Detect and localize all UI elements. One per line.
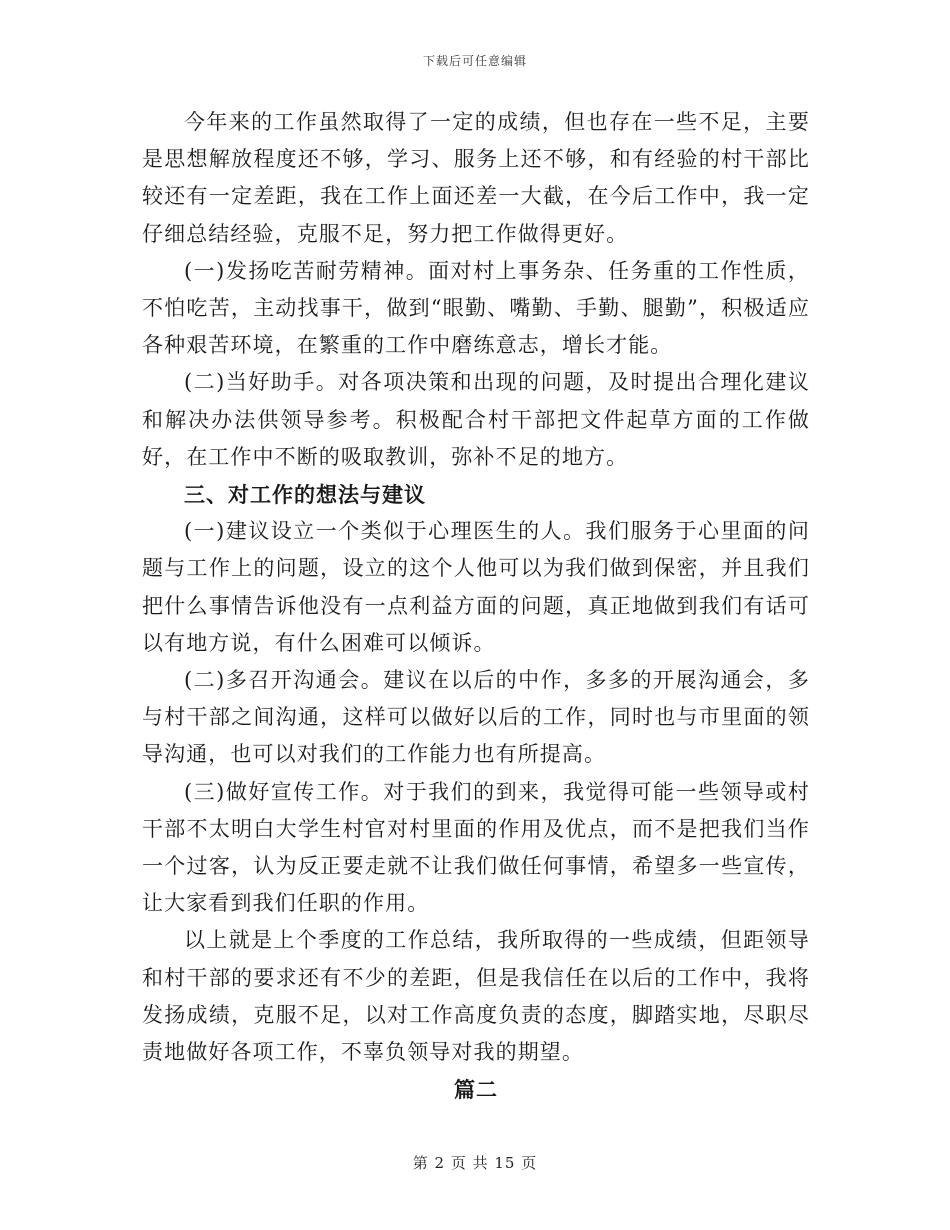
- section-heading-3: 三、对工作的想法与建议: [184, 482, 426, 508]
- paragraph-summary: 今年来的工作虽然取得了一定的成绩，但也存在一些不足，主要是思想解放程度还不够，学习、服务上还不够，和有经验的村干部比较还有一定差距，我在工作上面还差一大截，在今后工作中，我一定仔细总结经验，克服不足，努力把工作做得更好。: [142, 110, 810, 246]
- paragraph-suggestion-2: (二)多召开沟通会。建议在以后的中作，多多的开展沟通会，多与村干部之间沟通，这样可以做好以后的工作，同时也与市里面的领导沟通，也可以对我们的工作能力也有所提高。: [142, 668, 810, 767]
- paragraph-point-2: (二)当好助手。对各项决策和出现的问题，及时提出合理化建议和解决办法供领导参考。积极配合村干部把文件起草方面的工作做好，在工作中不断的吸取教训，弥补不足的地方。: [142, 370, 810, 469]
- paragraph-point-1: (一)发扬吃苦耐劳精神。面对村上事务杂、任务重的工作性质，不怕吃苦，主动找事干，做到“眼勤、嘴勤、手勤、腿勤”，积极适应各种艰苦环境，在繁重的工作中磨练意志，增长才能。: [142, 258, 810, 358]
- page-header: 下载后可任意编辑: [422, 54, 527, 68]
- article-subtitle: 篇二: [454, 1077, 498, 1103]
- page-footer: 第 2 页 共 15 页: [412, 1154, 538, 1172]
- paragraph-suggestion-1: (一)建议设立一个类似于心理医生的人。我们服务于心里面的问题与工作上的问题，设立的这个人他可以为我们做到保密，并且我们把什么事情告诉他没有一点利益方面的问题，真正地做到我们有话可以有地方说，有什么困难可以倾诉。: [142, 519, 810, 655]
- paragraph-suggestion-3: (三)做好宣传工作。对于我们的到来，我觉得可能一些领导或村干部不太明白大学生村官对村里面的作用及优点，而不是把我们当作一个过客，认为反正要走就不让我们做任何事情，希望多一些宣传，让大家看到我们任职的作用。: [142, 779, 810, 916]
- document-body: [142, 104, 810, 1108]
- paragraph-conclusion: 以上就是上个季度的工作总结，我所取得的一些成绩，但距领导和村干部的要求还有不少的差距，但是我信任在以后的工作中，我将发扬成绩，克服不足，以对工作高度负责的态度，脚踏实地，尽职尽责地做好各项工作，不辜负领导对我的期望。: [142, 928, 810, 1065]
